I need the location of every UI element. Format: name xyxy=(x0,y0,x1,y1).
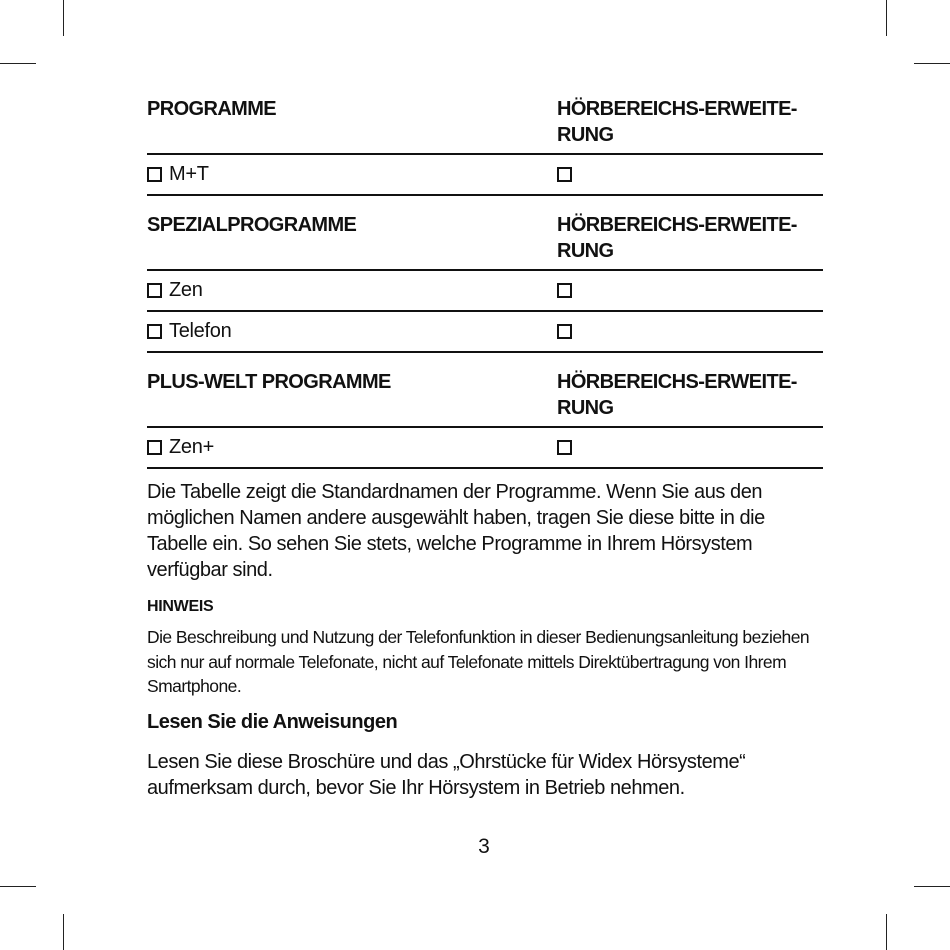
program-name: Zen+ xyxy=(169,436,214,458)
range-extension-cell xyxy=(557,324,823,339)
range-extension-cell xyxy=(557,283,823,298)
checkbox-icon[interactable] xyxy=(557,324,572,339)
intro-paragraph: Die Tabelle zeigt die Standardnamen der Programme. Wenn Sie aus den möglichen Namen andere ausgewählt haben, tragen Sie diese bitte in die Tabelle ein. So sehen Sie stets, welche Programme in Ihrem Hörsystem verfügbar sind. xyxy=(147,481,765,581)
table-header-range-extension: HÖRBEREICHS-ERWEITE- RUNG xyxy=(557,214,797,262)
crop-mark xyxy=(0,886,36,887)
instructions-title: Lesen Sie die Anweisungen xyxy=(147,710,398,733)
crop-mark xyxy=(63,914,64,950)
checkbox-icon[interactable] xyxy=(147,440,162,455)
table-header-row xyxy=(147,92,823,155)
crop-mark xyxy=(914,886,950,887)
table-header-range-extension: HÖRBEREICHS-ERWEITE- RUNG xyxy=(557,371,797,419)
table-header-row xyxy=(147,196,823,271)
table-row xyxy=(147,428,823,469)
crop-mark xyxy=(0,63,36,64)
table-header-programs: PROGRAMME xyxy=(147,98,277,120)
table-row xyxy=(147,155,823,196)
crop-mark xyxy=(63,0,64,36)
program-cell xyxy=(147,320,557,343)
note-title: HINWEIS xyxy=(147,598,214,615)
table-header-special-programs: SPEZIALPROGRAMME xyxy=(147,214,357,236)
table-header-range-extension: HÖRBEREICHS-ERWEITE- RUNG xyxy=(557,98,797,146)
checkbox-icon[interactable] xyxy=(147,324,162,339)
program-cell xyxy=(147,436,557,459)
range-extension-cell xyxy=(557,440,823,455)
program-name: Zen xyxy=(169,279,203,301)
program-cell xyxy=(147,279,557,302)
checkbox-icon[interactable] xyxy=(557,283,572,298)
crop-mark xyxy=(886,914,887,950)
table-header-plus-world-programs: PLUS-WELT PROGRAMME xyxy=(147,371,391,393)
table-row xyxy=(147,271,823,312)
crop-mark xyxy=(886,0,887,36)
instructions-text: Lesen Sie diese Broschüre und das „Ohrstücke für Widex Hörsysteme“ aufmerksam durch, bevor Sie Ihr Hörsystem in Betrieb nehmen. xyxy=(147,750,746,799)
table-row xyxy=(147,312,823,353)
range-extension-cell xyxy=(557,167,823,182)
program-name: M+T xyxy=(169,163,209,185)
page-number: 3 xyxy=(478,835,490,858)
note-text: Die Beschreibung und Nutzung der Telefonfunktion in dieser Bedienungsanleitung beziehen sich nur auf normale Telefonate, nicht auf Telefonate mittels Direktübertragung von Ihrem Smartphone. xyxy=(147,627,810,696)
table-header-row xyxy=(147,353,823,428)
program-name: Telefon xyxy=(169,320,232,342)
program-cell xyxy=(147,163,557,186)
checkbox-icon[interactable] xyxy=(147,167,162,182)
program-table xyxy=(147,92,823,469)
checkbox-icon[interactable] xyxy=(557,167,572,182)
crop-mark xyxy=(914,63,950,64)
checkbox-icon[interactable] xyxy=(147,283,162,298)
page-content xyxy=(147,92,823,801)
checkbox-icon[interactable] xyxy=(557,440,572,455)
